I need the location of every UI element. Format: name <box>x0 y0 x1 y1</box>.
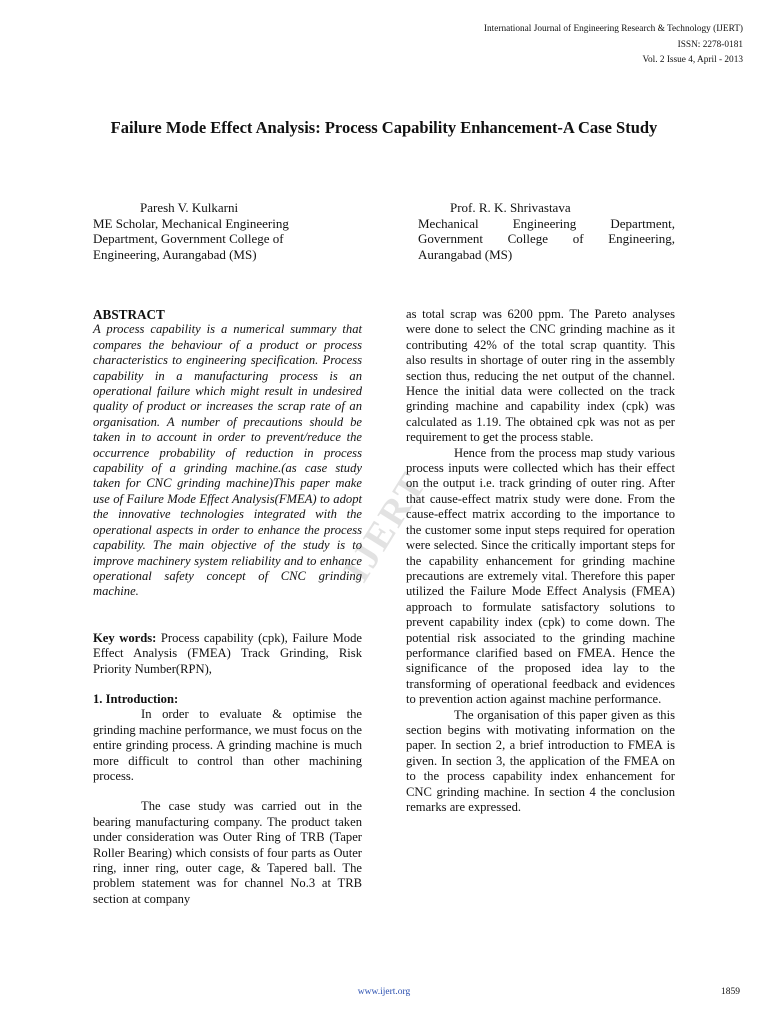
author-name: Paresh V. Kulkarni <box>140 200 239 215</box>
keywords-label: Key words: <box>93 630 157 645</box>
issn: ISSN: 2278-0181 <box>677 40 743 50</box>
volume-issue: Vol. 2 Issue 4, April - 2013 <box>642 55 743 65</box>
paragraph: as total scrap was 6200 ppm. The Pareto analyses were done to select the CNC grinding machine as it contributing 42% of the total scrap quantity. This also results in shortage of outer ring in the assembly section thus, reducing the net output of the channel. Hence the initial data were collected on the track grinding machine and capability index (cpk) was calculated as 1.19. The obtained cpk was not as per requirement to get the process stable. <box>406 307 675 445</box>
footer-url[interactable]: www.ijert.org <box>357 987 411 997</box>
author-block-1 <box>93 200 333 262</box>
left-column <box>93 307 362 907</box>
page-number: 1859 <box>721 987 740 997</box>
author-name: Prof. R. K. Shrivastava <box>450 200 571 215</box>
author-affiliation: Mechanical Engineering Department, Government College of Engineering, Aurangabad (MS) <box>418 215 675 262</box>
paragraph: In order to evaluate & optimise the grinding machine performance, we must focus on the entire grinding process. A grinding machine is much more difficult to control than other machining process. <box>93 707 362 783</box>
author-block-2 <box>418 200 675 262</box>
paragraph: The case study was carried out in the bearing manufacturing company. The product taken under consideration was Outer Ring of TRB (Taper Roller Bearing) which consists of four parts as Outer ring, inner ring, outer cage, & Tapered ball. The problem statement was for channel No.3 at TRB section at company <box>93 799 362 906</box>
keywords-text: Process capability (cpk), Failure Mode Effect Analysis (FMEA) Track Grinding, Risk Priority Number(RPN), <box>93 630 362 676</box>
journal-name: International Journal of Engineering Research & Technology (IJERT) <box>483 24 743 34</box>
right-column <box>406 307 675 815</box>
paper-title: Failure Mode Effect Analysis: Process Capability Enhancement-A Case Study <box>110 118 658 137</box>
keywords <box>93 631 362 677</box>
abstract-text: A process capability is a numerical summary that compares the behaviour of a product or process characteristics to engineering specification. Process capability in a manufacturing process is an operational failure which might result in undesired quality of product or increases the scrap rate of an organisation. A number of precautions should be taken in to account in order to prevent/reduce the occurrence probability of reduction in process capability of a grinding machine.(as case study taken for CNC grinding machine)This paper make use of Failure Mode Effect Analysis(FMEA) to adopt the innovative technologies integrated with the operational aspects in order to enhance the process capability. The main objective of the study is to improve machinery system reliability and to enhance operational safety concept of CNC grinding machine. <box>93 322 362 599</box>
abstract-heading: ABSTRACT <box>93 307 165 322</box>
author-affiliation: ME Scholar, Mechanical Engineering Department, Government College of Engineering, Aurangabad (MS) <box>93 215 289 262</box>
section-heading: 1. Introduction: <box>93 691 179 706</box>
paragraph: The organisation of this paper given as this section begins with motivating information on the paper. In section 2, a brief introduction to FMEA is given. In section 3, the application of the FMEA on to the process capability index enhancement for CNC grinding machine. In section 4 the conclusion remarks are expressed. <box>406 707 675 814</box>
paragraph: Hence from the process map study various process inputs were collected which has their effect on the output i.e. track grinding of outer ring. After that cause-effect matrix study were done. From the cause-effect matrix according to the importance to the customer some input steps required for operation were selected. Since the critically important steps for the capability enhancement for grinding machine precautions are extremely vital. Therefore this paper utilized the Failure Mode Effect Analysis (FMEA) approach to formulate satisfactory solutions to prevent capability index (cpk) to come down. The potential risk associated to the grinding machine performance clarified based on FMEA. Hence the significance of the proposed idea lay to the transforming of operational feedback and evidences to prevention action against machine performance. <box>406 445 675 707</box>
watermark: IJERT <box>335 464 436 590</box>
